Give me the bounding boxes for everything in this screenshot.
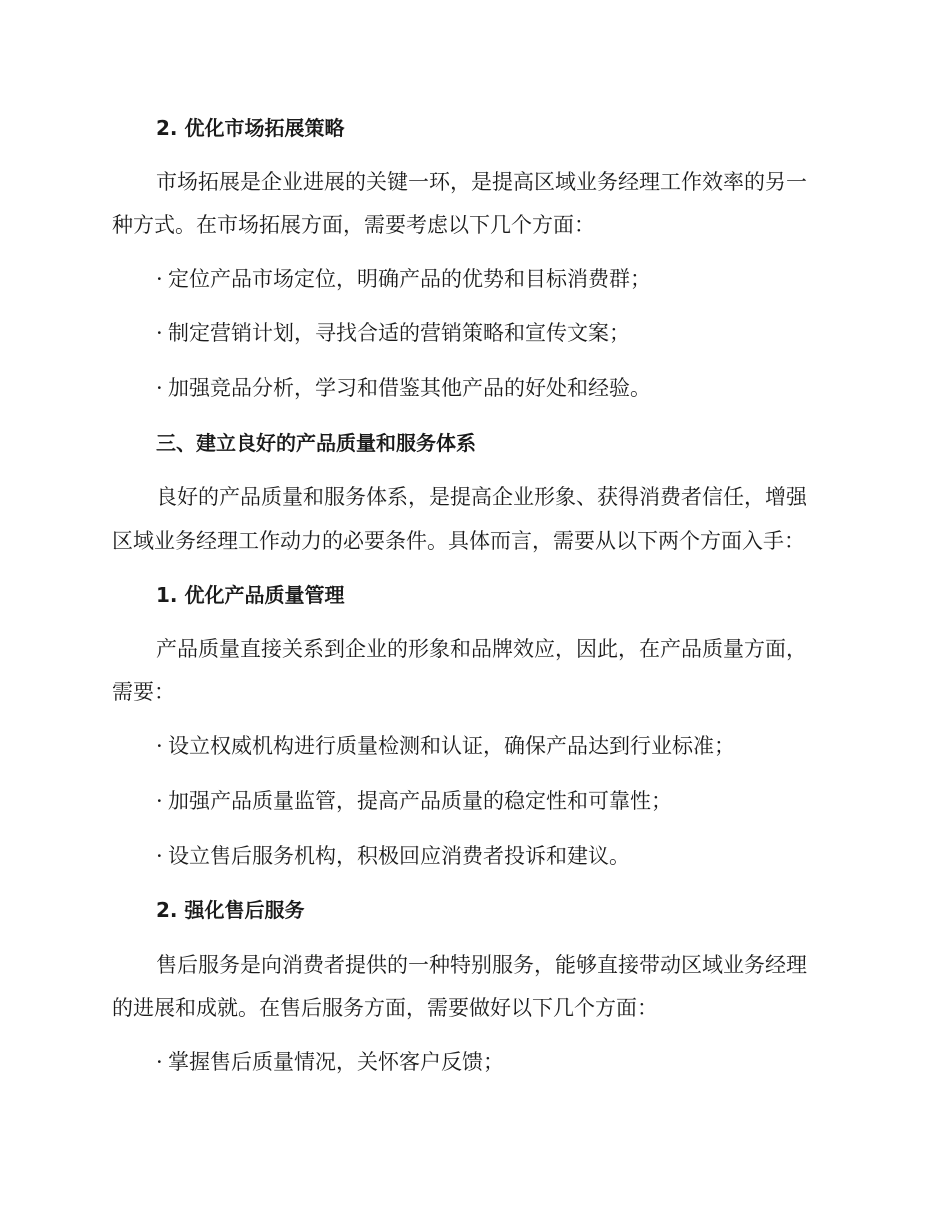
bullet-item bbox=[0, 318, 950, 348]
bullet-dot: · bbox=[156, 844, 163, 868]
bullet-text: 设立售后服务机构，积极回应消费者投诉和建议。 bbox=[168, 844, 630, 868]
paragraph-line: 市场拓展是企业进展的关键一环，是提高区域业务经理工作效率的另一 bbox=[156, 170, 807, 194]
bullet-text: 制定营销计划，寻找合适的营销策略和宣传文案； bbox=[168, 321, 630, 345]
bullet-item bbox=[0, 373, 950, 403]
paragraph-line: 种方式。在市场拓展方面，需要考虑以下几个方面： bbox=[112, 213, 595, 237]
bullet-text: 加强产品质量监管，提高产品质量的稳定性和可靠性； bbox=[168, 789, 672, 813]
section-heading: 2. 优化市场拓展策略 bbox=[156, 116, 345, 140]
paragraph-line: 需要： bbox=[112, 680, 175, 704]
bullet-dot: · bbox=[156, 734, 163, 758]
bullet-item bbox=[0, 731, 950, 761]
paragraph-line: 产品质量直接关系到企业的形象和品牌效应，因此，在产品质量方面， bbox=[156, 637, 807, 661]
section-heading: 2. 强化售后服务 bbox=[156, 898, 305, 922]
bullet-text: 定位产品市场定位，明确产品的优势和目标消费群； bbox=[168, 267, 651, 291]
section-heading: 1. 优化产品质量管理 bbox=[156, 583, 345, 607]
bullet-item bbox=[0, 841, 950, 871]
bullet-dot: · bbox=[156, 321, 163, 345]
bullet-text: 设立权威机构进行质量检测和认证，确保产品达到行业标准； bbox=[168, 734, 735, 758]
bullet-dot: · bbox=[156, 1050, 163, 1074]
bullet-item bbox=[0, 786, 950, 816]
section-heading: 三、建立良好的产品质量和服务体系 bbox=[156, 431, 476, 455]
paragraph-line: 的进展和成就。在售后服务方面，需要做好以下几个方面： bbox=[112, 996, 658, 1020]
bullet-dot: · bbox=[156, 789, 163, 813]
bullet-text: 掌握售后质量情况，关怀客户反馈； bbox=[168, 1050, 504, 1074]
bullet-dot: · bbox=[156, 376, 163, 400]
bullet-item bbox=[0, 264, 950, 294]
bullet-text: 加强竞品分析，学习和借鉴其他产品的好处和经验。 bbox=[168, 376, 651, 400]
paragraph-line: 售后服务是向消费者提供的一种特别服务，能够直接带动区域业务经理 bbox=[156, 953, 807, 977]
paragraph-line: 区域业务经理工作动力的必要条件。具体而言，需要从以下两个方面入手： bbox=[112, 529, 805, 553]
bullet-dot: · bbox=[156, 267, 163, 291]
bullet-item bbox=[0, 1047, 950, 1077]
paragraph-line: 良好的产品质量和服务体系，是提高企业形象、获得消费者信任，增强 bbox=[156, 485, 807, 509]
